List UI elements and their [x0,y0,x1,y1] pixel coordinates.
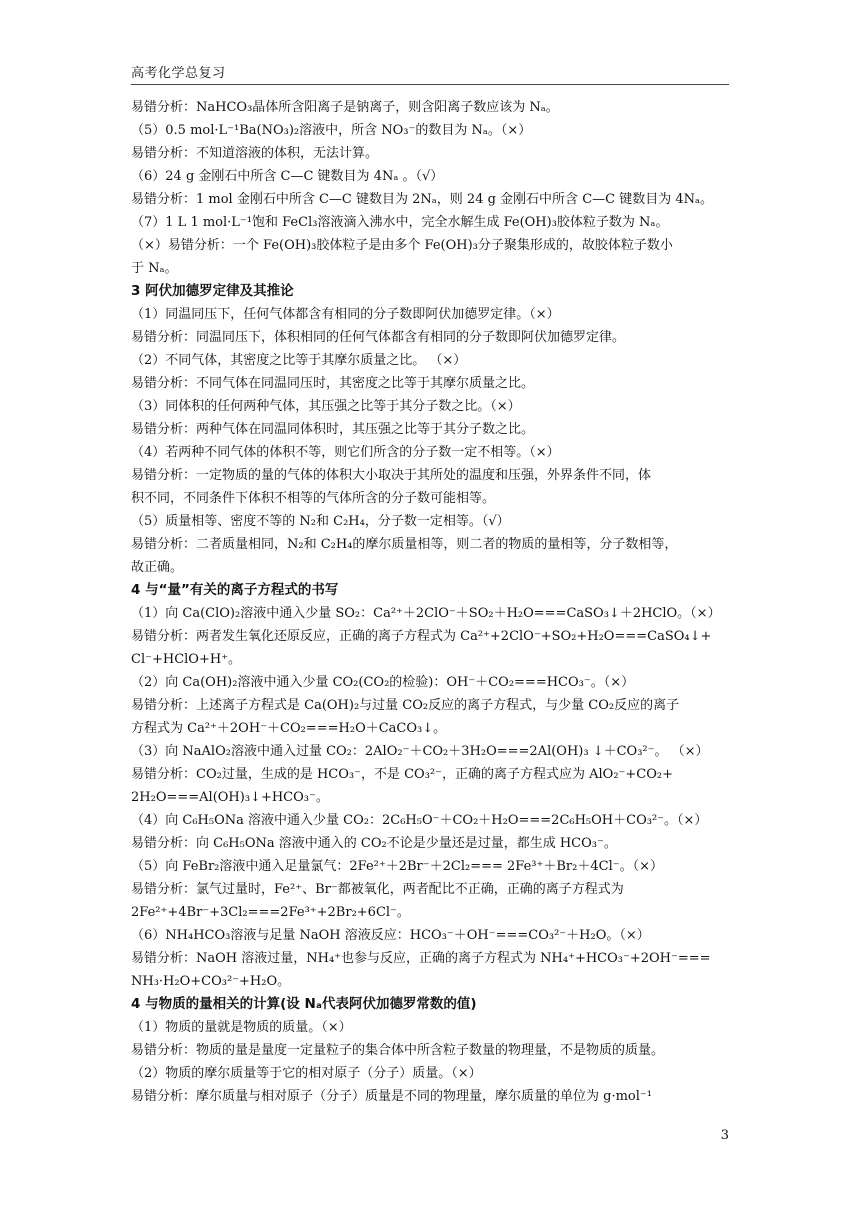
text-line: NH₃·H₂O+CO₃²⁻+H₂O。 [131,974,291,989]
text-line: 2H₂O===Al(OH)₃↓+HCO₃⁻。 [131,790,329,805]
text-line: （1）同温同压下，任何气体都含有相同的分子数即阿伏加德罗定律。（×） [131,307,560,322]
page-header-title: 高考化学总复习 [131,66,226,81]
text-line: 易错分析：摩尔质量与相对原子（分子）质量是不同的物理量，摩尔质量的单位为 g·mol⁻¹ [131,1089,652,1104]
page-number: 3 [720,1128,729,1143]
text-line: 于 Nₐ。 [131,261,178,276]
text-line: （5）向 FeBr₂溶液中通入足量氯气：2Fe²⁺＋2Br⁻＋2Cl₂=== 2Fe³⁺＋Br₂＋4Cl⁻。（×） [131,859,663,874]
text-line: （2）物质的摩尔质量等于它的相对原子（分子）质量。（×） [131,1066,482,1081]
text-line: （1）向 Ca(ClO)₂溶液中通入少量 SO₂：Ca²⁺＋2ClO⁻＋SO₂＋H₂O===CaSO₃↓＋2HClO。（×） [131,606,721,621]
text-line: 易错分析：上述离子方程式是 Ca(OH)₂与过量 CO₂反应的离子方程式，与少量 CO₂反应的离子 [131,698,680,713]
text-line: 易错分析：向 C₆H₅ONa 溶液中通入的 CO₂不论是少量还是过量，都生成 HCO₃⁻。 [131,836,617,851]
text-line: （7）1 L 1 mol·L⁻¹饱和 FeCl₃溶液滴入沸水中，完全水解生成 Fe(OH)₃胶体粒子数为 Nₐ。 [131,215,669,230]
section-heading: 4 与“量”有关的离子方程式的书写 [131,582,339,598]
text-line: 易错分析：同温同压下，体积相同的任何气体都含有相同的分子数即阿伏加德罗定律。 [131,330,626,345]
text-line: （×）易错分析：一个 Fe(OH)₃胶体粒子是由多个 Fe(OH)₃分子聚集形成的，故胶体粒子数小 [131,238,673,253]
text-line: 易错分析：氯气过量时，Fe²⁺、Br⁻都被氧化，两者配比不正确，正确的离子方程式为 [131,882,624,897]
text-line: Cl⁻+HClO+H⁺。 [131,652,242,667]
text-line: （2）不同气体，其密度之比等于其摩尔质量之比。 （×） [131,353,467,368]
text-line: 易错分析：NaOH 溶液过量，NH₄⁺也参与反应，正确的离子方程式为 NH₄⁺+HCO₃⁻+2OH⁻=== [131,951,711,966]
section-heading: 4 与物质的量相关的计算(设 Nₐ代表阿伏加德罗常数的值) [131,996,477,1012]
text-line: （6）NH₄HCO₃溶液与足量 NaOH 溶液反应：HCO₃⁻＋OH⁻===CO₃²⁻＋H₂O。（×） [131,928,650,943]
text-line: 故正确。 [131,560,184,575]
text-line: （3）同体积的任何两种气体，其压强之比等于其分子数之比。（×） [131,399,521,414]
text-line: （2）向 Ca(OH)₂溶液中通入少量 CO₂(CO₂的检验)：OH⁻＋CO₂===HCO₃⁻。（×） [131,675,635,690]
document-body [131,96,731,1108]
text-line: 易错分析：二者质量相同，N₂和 C₂H₄的摩尔质量相等，则二者的物质的量相等，分子数相等， [131,537,678,552]
text-line: （4）若两种不同气体的体积不等，则它们所含的分子数一定不相等。（×） [131,445,560,460]
text-line: 易错分析：两种气体在同温同体积时，其压强之比等于其分子数之比。 [131,422,535,437]
section-heading: 3 阿伏加德罗定律及其推论 [131,283,294,299]
text-line: 2Fe²⁺+4Br⁻+3Cl₂===2Fe³⁺+2Br₂+6Cl⁻。 [131,905,410,920]
text-line: （4）向 C₆H₅ONa 溶液中通入少量 CO₂：2C₆H₅O⁻＋CO₂＋H₂O===2C₆H₅OH＋CO₃²⁻。（×） [131,813,708,828]
text-line: 易错分析：NaHCO₃晶体所含阳离子是钠离子，则含阳离子数应该为 Nₐ。 [131,100,559,115]
text-line: 易错分析：不知道溶液的体积，无法计算。 [131,146,379,161]
text-line: 易错分析：不同气体在同温同压时，其密度之比等于其摩尔质量之比。 [131,376,535,391]
text-line: 方程式为 Ca²⁺＋2OH⁻＋CO₂===H₂O＋CaCO₃↓。 [131,721,447,736]
text-line: （5）质量相等、密度不等的 N₂和 C₂H₄，分子数一定相等。（√） [131,514,510,529]
text-line: 易错分析：两者发生氧化还原反应，正确的离子方程式为 Ca²⁺+2ClO⁻+SO₂+H₂O===CaSO₄↓+ [131,629,712,644]
text-line: 易错分析：一定物质的量的气体的体积大小取决于其所处的温度和压强，外界条件不同，体 [131,468,652,483]
text-line: （1）物质的量就是物质的质量。（×） [131,1020,352,1035]
text-line: （3）向 NaAlO₂溶液中通入过量 CO₂：2AlO₂⁻＋CO₂＋3H₂O===2Al(OH)₃ ↓＋CO₃²⁻。 （×） [131,744,709,759]
text-line: 易错分析：1 mol 金刚石中所含 C—C 键数目为 2Nₐ，则 24 g 金刚石中所含 C—C 键数目为 4Nₐ。 [131,192,714,207]
text-line: 易错分析：物质的量是量度一定量粒子的集合体中所含粒子数量的物理量，不是物质的质量。 [131,1043,665,1058]
text-line: （5）0.5 mol·L⁻¹Ba(NO₃)₂溶液中，所含 NO₃⁻的数目为 Nₐ。（×） [131,123,532,138]
text-line: 易错分析：CO₂过量，生成的是 HCO₃⁻，不是 CO₃²⁻，正确的离子方程式应为 AlO₂⁻+CO₂+ [131,767,673,782]
header-divider [131,84,729,85]
text-line: 积不同，不同条件下体积不相等的气体所含的分子数可能相等。 [131,491,496,506]
text-line: （6）24 g 金刚石中所含 C—C 键数目为 4Nₐ 。（√） [131,169,444,184]
